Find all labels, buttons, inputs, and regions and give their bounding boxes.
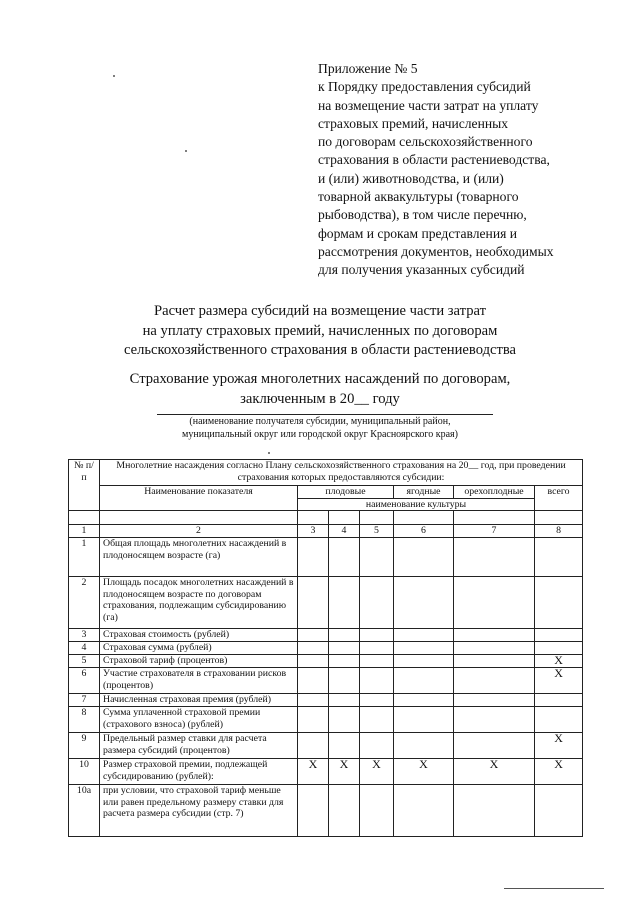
row-value — [360, 694, 394, 707]
row-value: X — [535, 733, 583, 759]
row-value: X — [360, 759, 394, 785]
row-value — [298, 538, 329, 577]
scan-speck — [185, 150, 187, 152]
table-cell — [100, 511, 298, 525]
row-value — [394, 538, 454, 577]
table-row — [69, 733, 583, 759]
column-number: 1 — [69, 525, 100, 538]
row-number: 6 — [69, 668, 100, 694]
row-value — [535, 538, 583, 577]
appendix-line: для получения указанных субсидий — [318, 262, 525, 278]
title-line: Расчет размера субсидий на возмещение части затрат — [154, 303, 486, 319]
table-cell — [394, 511, 454, 525]
table-row — [69, 785, 583, 837]
appendix-line: Приложение № 5 — [318, 61, 418, 76]
row-value — [360, 668, 394, 694]
row-value — [360, 785, 394, 837]
row-value: X — [394, 759, 454, 785]
appendix-line: и (или) животноводства, и (или) — [318, 170, 504, 186]
appendix-line: на возмещение части затрат на уплату — [318, 97, 539, 113]
row-indicator: при условии, что страховой тариф меньше или равен предельному размеру ставки для расчета размера субсидии (стр. 7) — [100, 785, 298, 837]
row-value — [329, 577, 360, 629]
appendix-line: к Порядку предоставления субсидий — [318, 79, 531, 95]
row-value — [360, 707, 394, 733]
row-indicator: Начисленная страховая премия (рублей) — [100, 694, 298, 707]
row-value: X — [454, 759, 535, 785]
row-value — [454, 655, 535, 668]
table-row — [69, 642, 583, 655]
row-value — [535, 629, 583, 642]
row-value — [298, 629, 329, 642]
row-indicator: Страховая сумма (рублей) — [100, 642, 298, 655]
appendix-line: товарной аквакультуры (товарного — [318, 189, 519, 205]
scan-speck — [268, 452, 270, 454]
table-cell — [69, 511, 100, 525]
row-value — [394, 668, 454, 694]
row-number: 5 — [69, 655, 100, 668]
row-value — [360, 642, 394, 655]
row-value — [298, 577, 329, 629]
row-value — [394, 733, 454, 759]
recipient-caption-line: муниципальный округ или городской округ Красноярского края) — [182, 429, 458, 440]
row-value — [329, 733, 360, 759]
column-number: 5 — [360, 525, 394, 538]
row-value — [298, 668, 329, 694]
row-value — [329, 655, 360, 668]
column-number: 8 — [535, 525, 583, 538]
row-value: X — [535, 668, 583, 694]
row-value — [394, 785, 454, 837]
column-number: 7 — [454, 525, 535, 538]
row-value — [298, 694, 329, 707]
appendix-line: рыбоводства), в том числе перечню, — [318, 207, 527, 223]
subsidy-calculation-table — [68, 459, 583, 837]
appendix-line: страховых премий, начисленных — [318, 115, 509, 131]
header-berry: ягодные — [394, 486, 454, 499]
row-value — [454, 694, 535, 707]
row-value — [360, 538, 394, 577]
column-number: 4 — [329, 525, 360, 538]
row-value — [329, 694, 360, 707]
table-row — [69, 694, 583, 707]
row-value — [454, 668, 535, 694]
row-indicator: Участие страхователя в страховании рисков (процентов) — [100, 668, 298, 694]
table-row — [69, 668, 583, 694]
table-cell — [535, 511, 583, 525]
row-value — [394, 577, 454, 629]
row-value: X — [535, 655, 583, 668]
row-value — [298, 707, 329, 733]
row-value — [454, 642, 535, 655]
row-value — [298, 655, 329, 668]
document-subtitle — [0, 370, 640, 409]
table-row — [69, 538, 583, 577]
row-value — [360, 577, 394, 629]
table-row — [69, 629, 583, 642]
row-value — [360, 655, 394, 668]
row-value — [360, 629, 394, 642]
row-value — [329, 668, 360, 694]
appendix-reference — [318, 60, 618, 280]
row-value — [298, 733, 329, 759]
table-cell — [360, 511, 394, 525]
column-number-row — [69, 525, 583, 538]
row-value — [394, 642, 454, 655]
page-footer-rule — [504, 888, 604, 889]
row-indicator: Страховая стоимость (рублей) — [100, 629, 298, 642]
table-row — [69, 655, 583, 668]
table-header-row — [69, 486, 583, 499]
row-value — [329, 538, 360, 577]
row-value — [454, 629, 535, 642]
row-value — [394, 707, 454, 733]
header-fruit: плодовые — [298, 486, 394, 499]
row-number: 7 — [69, 694, 100, 707]
row-indicator: Площадь посадок многолетних насаждений в плодоносящем возрасте по договорам страхования, подлежащим субсидированию (га) — [100, 577, 298, 629]
row-value — [454, 785, 535, 837]
header-total: всего — [535, 486, 583, 511]
row-value — [454, 538, 535, 577]
row-value — [454, 707, 535, 733]
subtitle-line: заключенным в 20__ году — [240, 390, 400, 407]
row-value — [535, 577, 583, 629]
title-line: сельскохозяйственного страхования в области растениеводства — [123, 342, 517, 358]
row-number: 2 — [69, 577, 100, 629]
row-value — [360, 733, 394, 759]
row-value — [329, 642, 360, 655]
row-number: 4 — [69, 642, 100, 655]
row-indicator: Размер страховой премии, подлежащей субсидированию (рублей): — [100, 759, 298, 785]
row-value — [454, 733, 535, 759]
subtitle-line: Страхование урожая многолетних насаждений по договорам, — [129, 371, 511, 387]
table-blank-row — [69, 511, 583, 525]
column-number: 3 — [298, 525, 329, 538]
document-title — [0, 302, 640, 361]
row-value — [329, 707, 360, 733]
table-row — [69, 577, 583, 629]
header-culture-name: наименование культуры — [298, 498, 535, 511]
row-value — [535, 707, 583, 733]
scan-speck — [113, 75, 115, 77]
row-value: X — [298, 759, 329, 785]
row-value — [394, 694, 454, 707]
row-number: 9 — [69, 733, 100, 759]
appendix-line: рассмотрения документов, необходимых — [318, 243, 554, 259]
row-number: 10a — [69, 785, 100, 837]
row-number: 1 — [69, 538, 100, 577]
appendix-line: по договорам сельскохозяйственного — [318, 134, 533, 150]
column-number: 6 — [394, 525, 454, 538]
row-value — [298, 642, 329, 655]
column-number: 2 — [100, 525, 298, 538]
table-row — [69, 707, 583, 733]
recipient-caption-line: (наименование получателя субсидии, муниципальный район, — [189, 416, 451, 427]
row-value — [394, 629, 454, 642]
row-indicator: Сумма уплаченной страховой премии (страхового взноса) (рублей) — [100, 707, 298, 733]
table-cell — [298, 511, 329, 525]
header-indicator: Наименование показателя — [100, 486, 298, 511]
header-number: № п/п — [69, 460, 100, 511]
header-group: Многолетние насаждения согласно Плану сельскохозяйственного страхования на 20__ год, при проведении страхования которых предоставляются субсидии: — [100, 460, 583, 486]
row-number: 10 — [69, 759, 100, 785]
row-number: 8 — [69, 707, 100, 733]
header-nut: орехоплодные — [454, 486, 535, 499]
row-value — [535, 785, 583, 837]
row-value — [329, 629, 360, 642]
table-header-row — [69, 460, 583, 486]
row-number: 3 — [69, 629, 100, 642]
row-indicator: Общая площадь многолетних насаждений в плодоносящем возрасте (га) — [100, 538, 298, 577]
appendix-line: формам и срокам представления и — [318, 225, 518, 241]
row-value: X — [535, 759, 583, 785]
recipient-caption — [0, 415, 640, 441]
title-line: на уплату страховых премий, начисленных по договорам — [142, 322, 498, 339]
table-cell — [329, 511, 360, 525]
row-value — [298, 785, 329, 837]
row-indicator: Предельный размер ставки для расчета размера субсидий (процентов) — [100, 733, 298, 759]
row-value — [454, 577, 535, 629]
table-cell — [454, 511, 535, 525]
row-value — [535, 694, 583, 707]
row-value: X — [329, 759, 360, 785]
row-indicator: Страховой тариф (процентов) — [100, 655, 298, 668]
table-row — [69, 759, 583, 785]
row-value — [329, 785, 360, 837]
appendix-line: страхования в области растениеводства, — [318, 152, 550, 168]
row-value — [394, 655, 454, 668]
